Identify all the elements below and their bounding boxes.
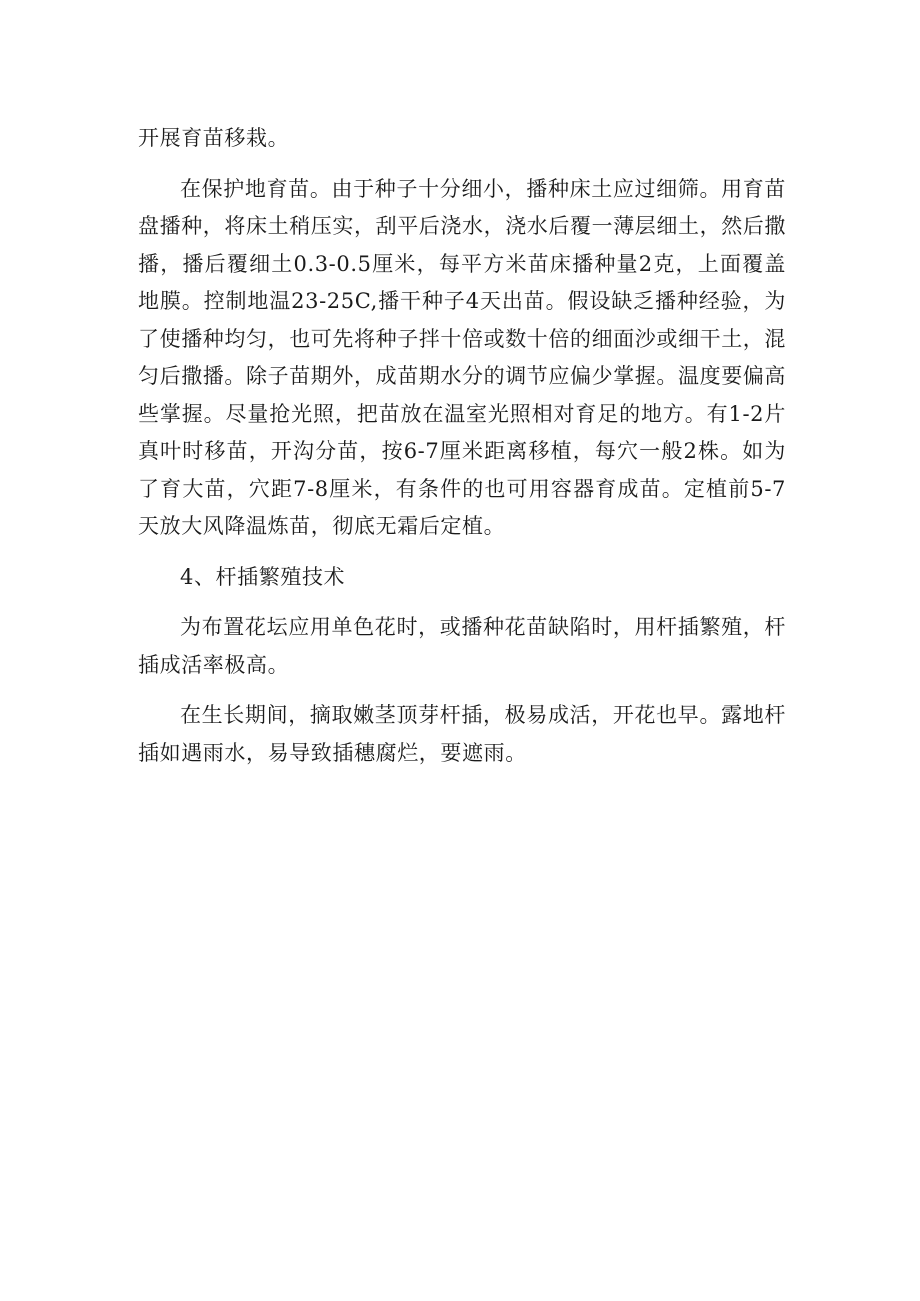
paragraph-cutting-purpose: 为布置花坛应用单色花时，或播种花苗缺陷时，用杆插繁殖，杆插成活率极高。 [138,615,786,677]
paragraph-greenhouse-seedling: 在保护地育苗。由于种子十分细小，播种床土应过细筛。用育苗盘播种，将床土稍压实，刮平后浇水，浇水后覆一薄层细土，然后撒播，播后覆细土0.3-0.5厘米，每平方米苗床播种量2克，上面覆盖地膜。控制地温23-25C,播干种子4天出苗。假设缺乏播种经验，为了使播种均匀，也可先将种子拌十倍或数十倍的细面沙或细干土，混匀后撒播。除子苗期外，成苗期水分的调节应偏少掌握。温度要偏高些掌握。尽量抢光照，把苗放在温室光照相对育足的地方。有1-2片真叶时移苗，开沟分苗，按6-7厘米距离移植，每穴一般2株。如为了育大苗，穴距7-8厘米，有条件的也可用容器育成苗。定植前5-7天放大风降温炼苗，彻底无霜后定植。 [138,176,786,538]
document-body [138,120,786,785]
paragraph-cutting-method: 在生长期间，摘取嫩茎顶芽杆插，极易成活，开花也早。露地杆插如遇雨水，易导致插穗腐烂，要遮雨。 [138,703,786,765]
section-heading-cutting-propagation: 4、杆插繁殖技术 [180,564,346,589]
paragraph-continuation: 开展育苗移栽。 [138,126,290,150]
